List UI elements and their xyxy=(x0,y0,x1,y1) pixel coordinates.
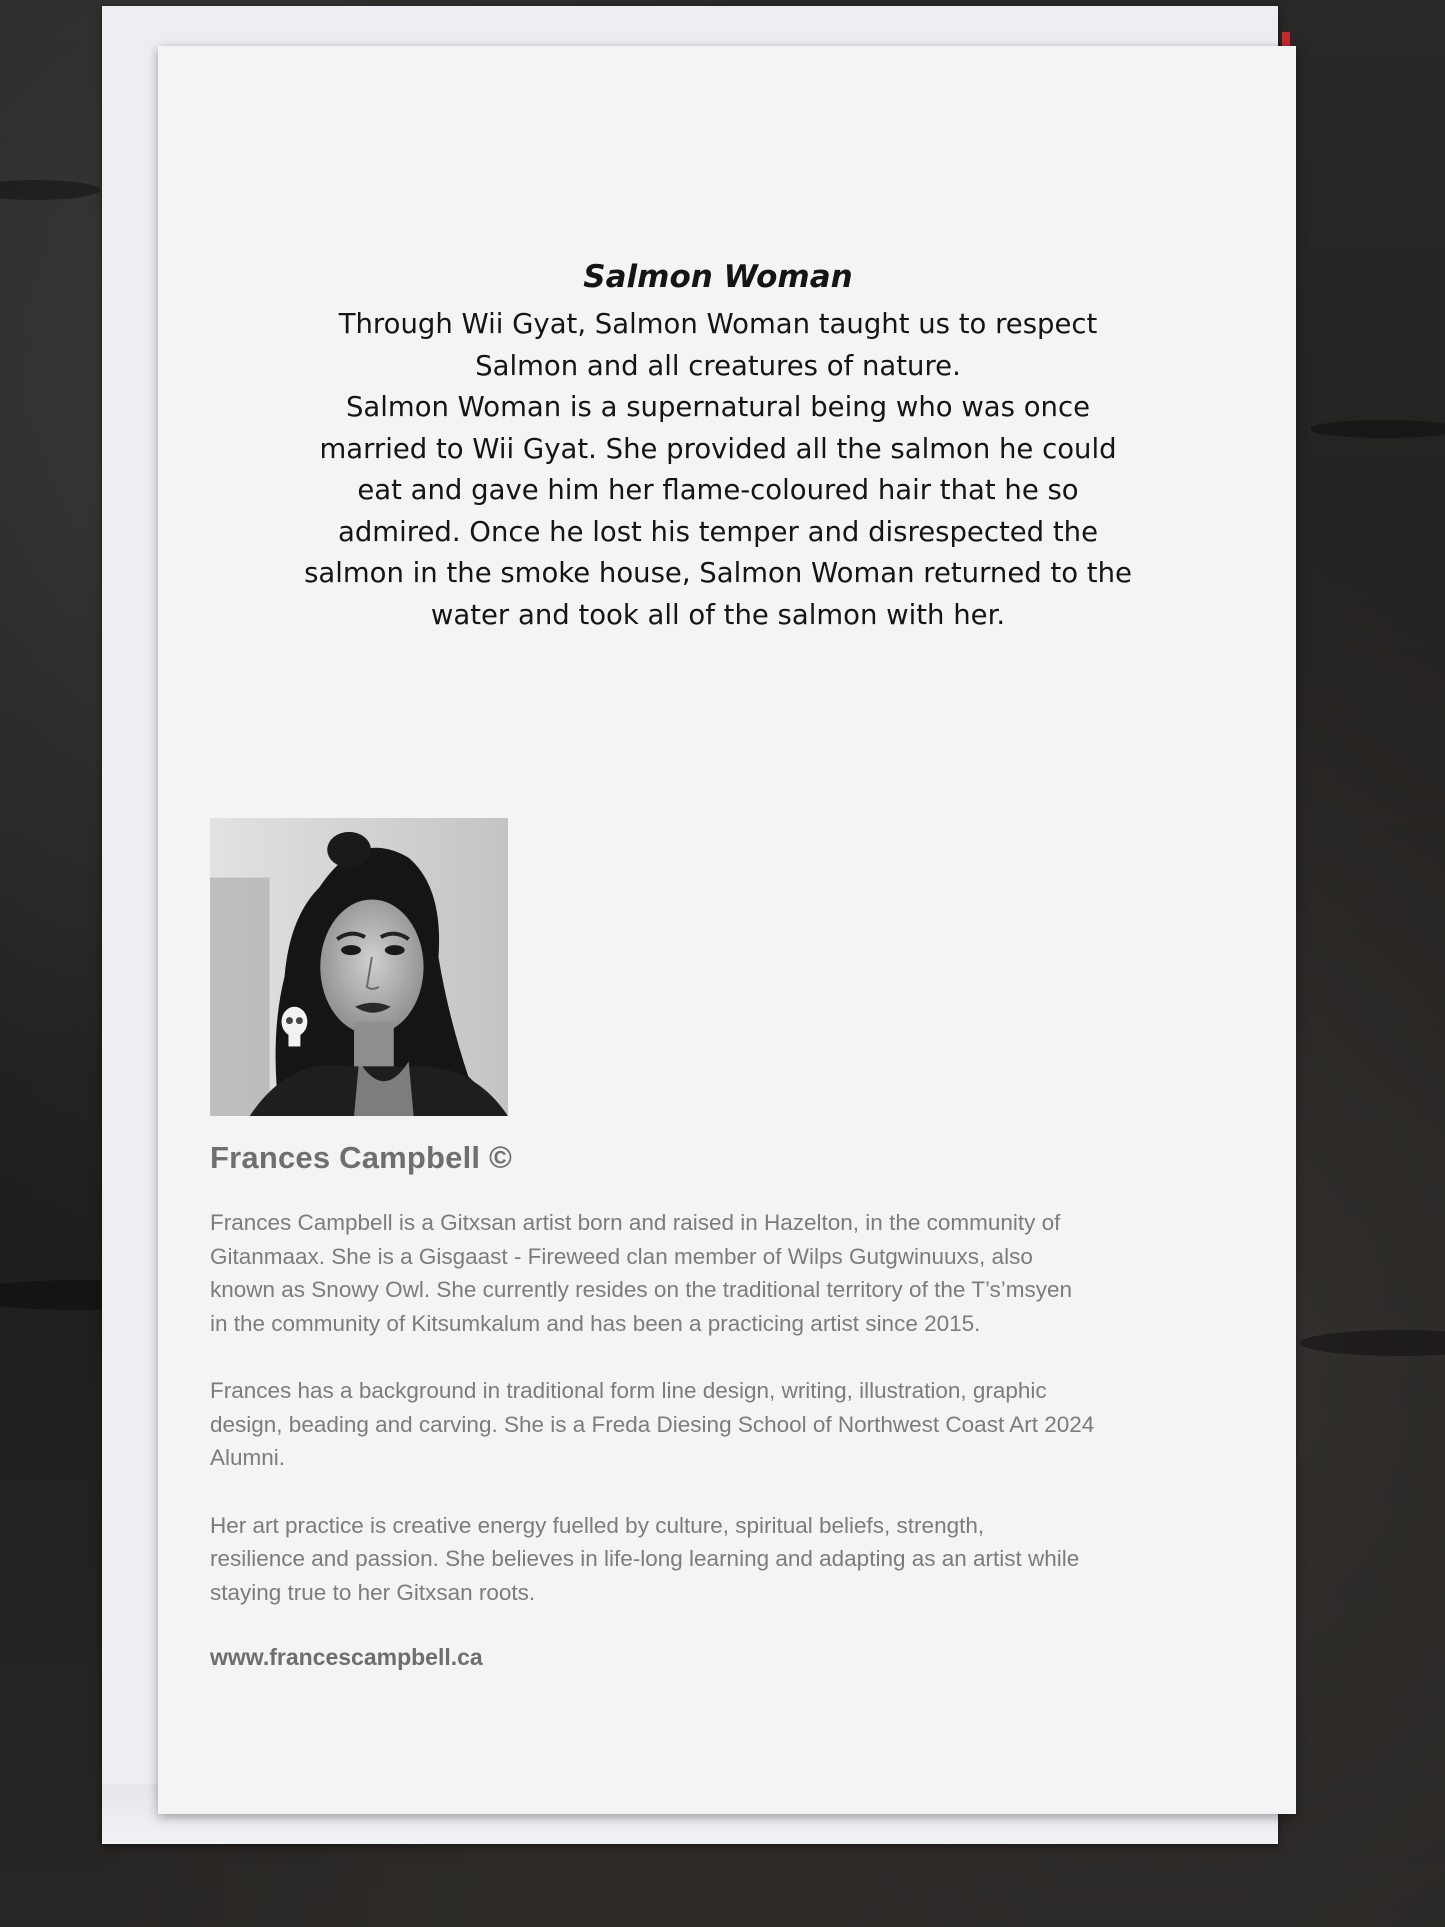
bio-line: Frances Campbell is a Gitxsan artist born and raised in Hazelton, in the community of xyxy=(210,1210,1061,1235)
story-line: Salmon Woman is a supernatural being who was once xyxy=(345,391,1091,423)
artist-bio xyxy=(210,1206,1250,1643)
bio-line: staying true to her Gitxsan roots. xyxy=(210,1579,536,1605)
story-line: Salmon and all creatures of nature. xyxy=(475,349,961,382)
bio-line: in the community of Kitsumkalum and has been a practicing artist since 2015. xyxy=(210,1310,981,1336)
bio-line: resilience and passion. She believes in life-long learning and adapting as an artist while xyxy=(210,1546,1080,1571)
leather-crease xyxy=(0,180,100,200)
bio-line: Frances has a background in traditional form line design, writing, illustration, graphic xyxy=(210,1378,1047,1403)
bio-line: known as Snowy Owl. She currently resides on the traditional territory of the T’s’msyen xyxy=(210,1277,1073,1302)
leather-crease xyxy=(1300,1330,1445,1356)
portrait-image xyxy=(210,818,508,1116)
artist-website[interactable]: www.francescampbell.ca xyxy=(210,1644,483,1670)
story-title: Salmon Woman xyxy=(583,259,853,295)
story-line: water and took all of the salmon with her. xyxy=(430,598,1006,631)
story-line: salmon in the smoke house, Salmon Woman returned to the xyxy=(304,557,1132,589)
bio-paragraph xyxy=(210,1374,1250,1475)
bio-paragraph xyxy=(210,1206,1250,1340)
story-line: eat and gave him her flame-coloured hair that he so xyxy=(357,474,1079,506)
artist-portrait xyxy=(210,818,508,1116)
bio-paragraph xyxy=(210,1509,1250,1610)
bio-line: design, beading and carving. She is a Freda Diesing School of Northwest Coast Art 2024 xyxy=(210,1411,1095,1437)
artist-name: Frances Campbell © xyxy=(210,1140,513,1175)
story-line: married to Wii Gyat. She provided all the salmon he could xyxy=(319,432,1117,465)
story-line: admired. Once he lost his temper and disrespected the xyxy=(338,515,1098,548)
bio-line: Alumni. xyxy=(210,1445,286,1470)
story-text xyxy=(218,304,1218,636)
leather-crease xyxy=(1310,420,1445,438)
story-section xyxy=(218,256,1218,636)
artist-card xyxy=(158,46,1296,1814)
story-line: Through Wii Gyat, Salmon Woman taught us to respect xyxy=(338,308,1098,340)
bio-line: Her art practice is creative energy fuelled by culture, spiritual beliefs, strength, xyxy=(210,1512,985,1538)
bio-line: Gitanmaax. She is a Gisgaast - Fireweed clan member of Wilps Gutgwinuuxs, also xyxy=(210,1243,1033,1269)
